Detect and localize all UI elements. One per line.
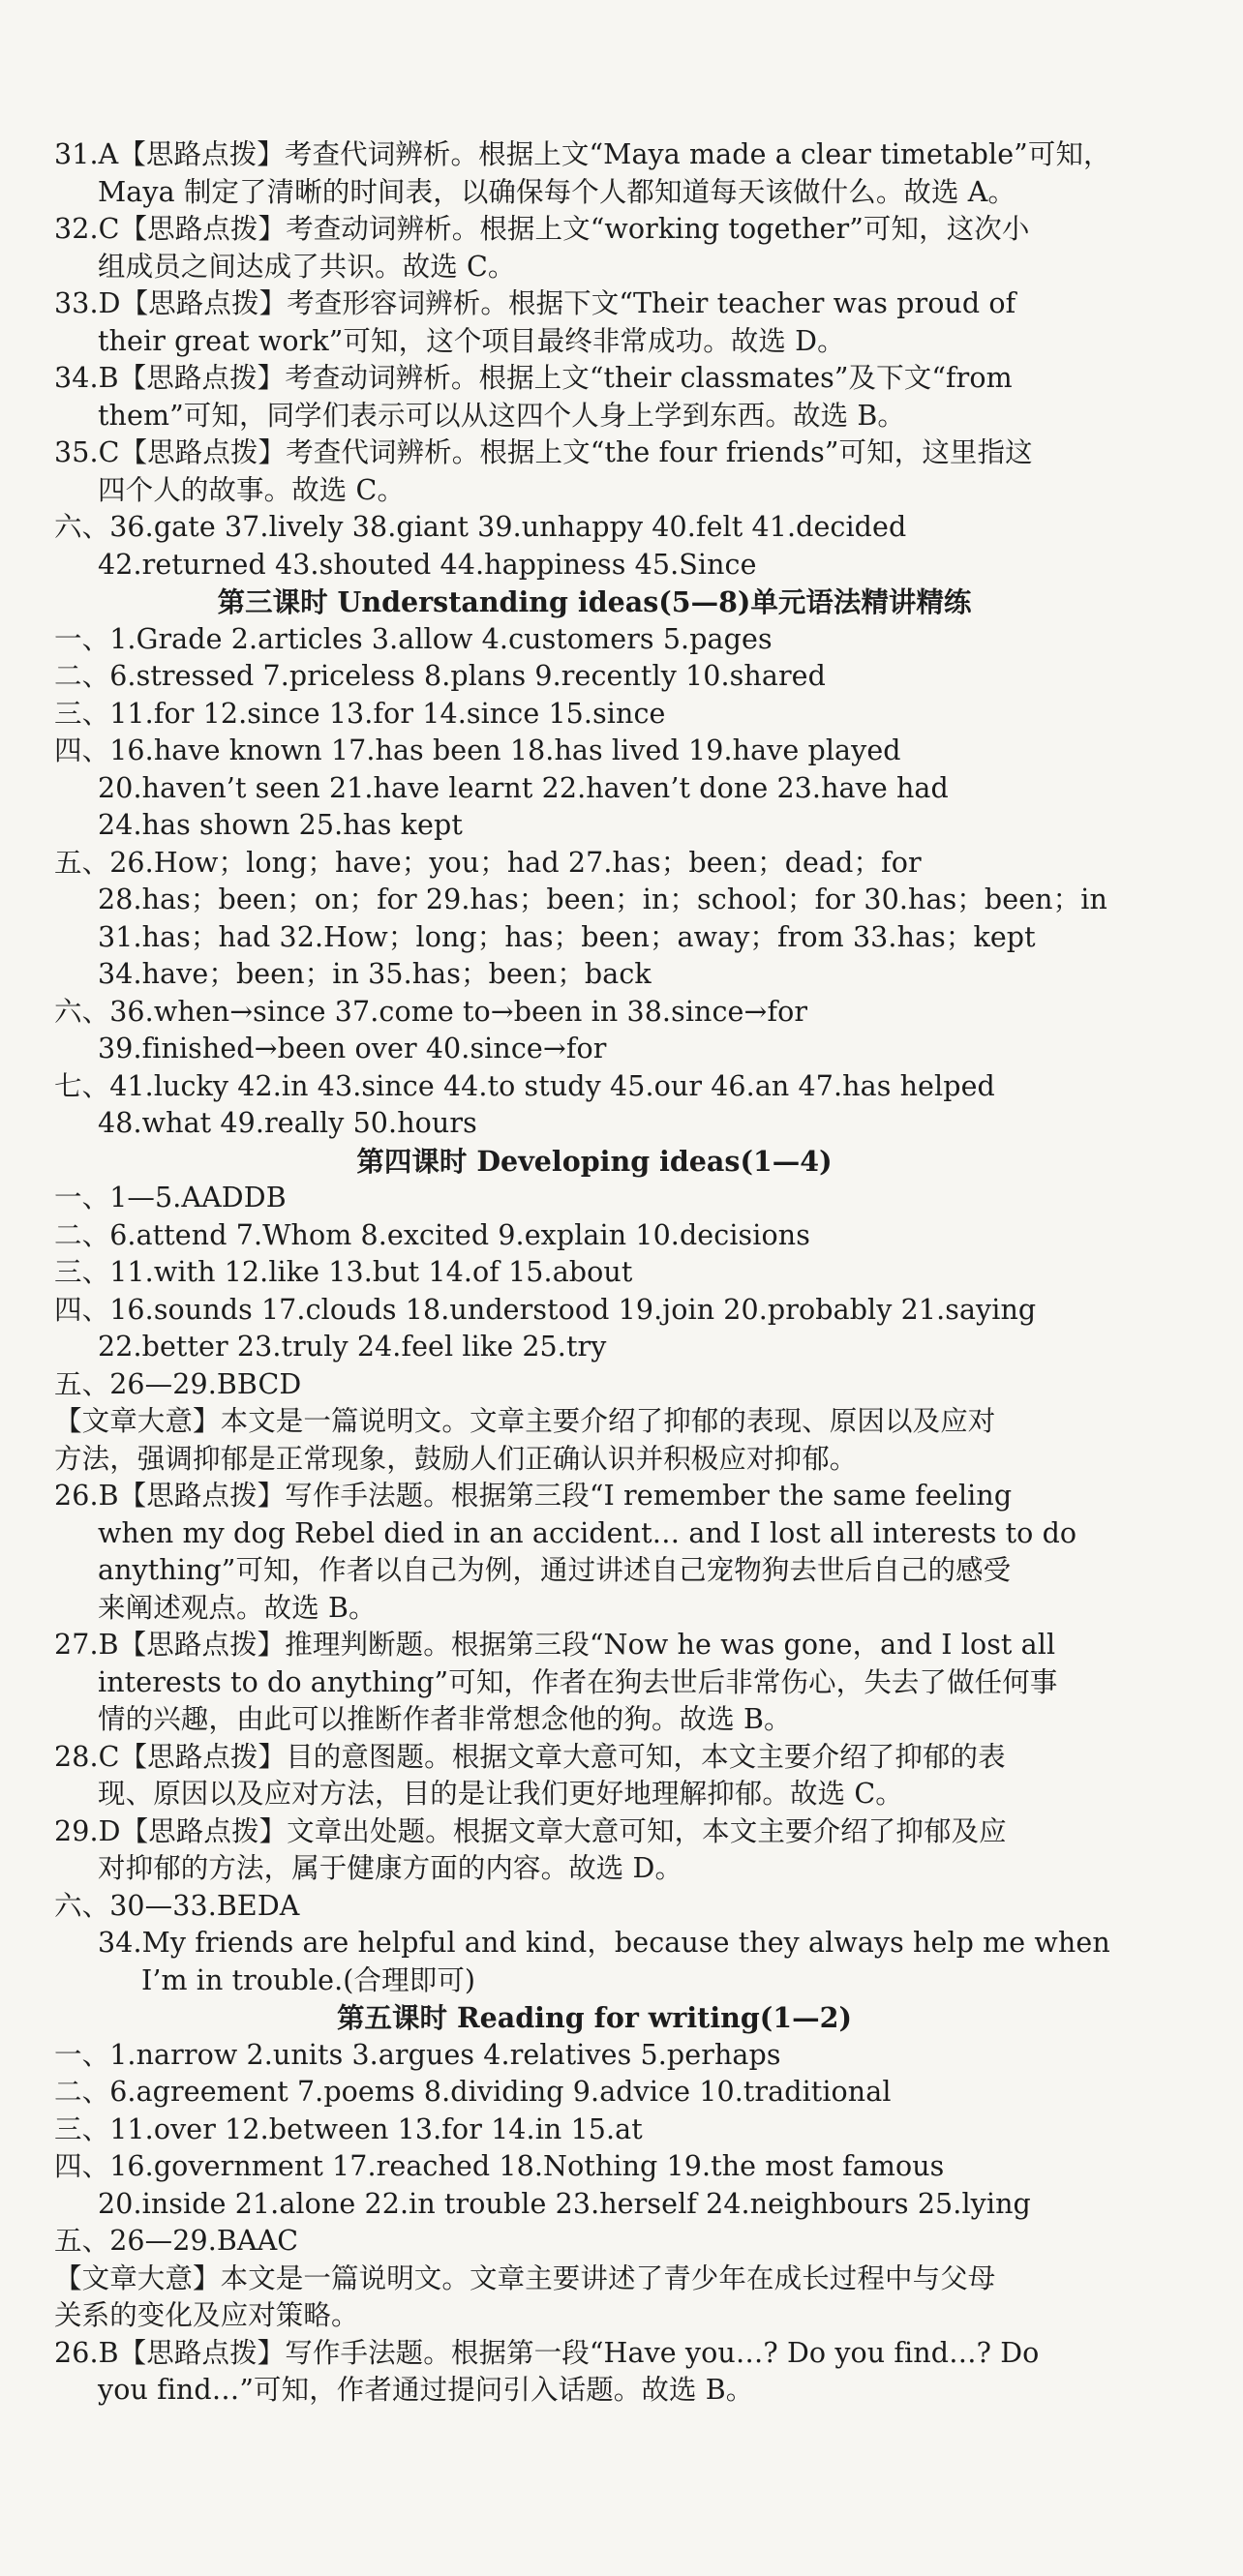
answer-line: when my dog Rebel died in an accident… and I lost all interests to do xyxy=(98,1516,1077,1549)
answer-line: Maya 制定了清晰的时间表，以确保每个人都知道每天该做什么。故选 A。 xyxy=(98,175,1016,208)
answer-line: 来阐述观点。故选 B。 xyxy=(98,1591,377,1624)
answer-line: 三、11.over 12.between 13.for 14.in 15.at xyxy=(54,2112,643,2145)
answer-line: 情的兴趣，由此可以推断作者非常想念他的狗。故选 B。 xyxy=(98,1703,792,1735)
answer-line: 22.better 23.truly 24.feel like 25.try xyxy=(98,1331,607,1363)
answer-line: 31.A【思路点拨】考查代词辨析。根据上文“Maya made a clear timetable”可知， xyxy=(54,138,1111,170)
section-heading: 第五课时 Reading for writing(1—2) xyxy=(337,2001,852,2034)
answer-line: 34.B【思路点拨】考查动词辨析。根据上文“their classmates”及下文“from xyxy=(54,362,1013,394)
answer-line: 三、11.with 12.like 13.but 14.of 15.about xyxy=(54,1256,633,1288)
answer-line: 六、36.gate 37.lively 38.giant 39.unhappy 40.felt 41.decided xyxy=(54,511,907,543)
answer-line: you find…”可知，作者通过提问引入话题。故选 B。 xyxy=(98,2374,754,2406)
answer-line: 42.returned 43.shouted 44.happiness 45.Since xyxy=(98,548,757,581)
answer-line: 现、原因以及应对方法，目的是让我们更好地理解抑郁。故选 C。 xyxy=(98,1778,903,1810)
answer-line: 四个人的故事。故选 C。 xyxy=(98,473,406,506)
answer-line: 三、11.for 12.since 13.for 14.since 15.since xyxy=(54,697,666,730)
answer-line: 四、16.sounds 17.clouds 18.understood 19.join 20.probably 21.saying xyxy=(54,1293,1037,1326)
answer-line: 关系的变化及应对策略。 xyxy=(54,2299,359,2331)
answer-line: 五、26.How；long；have；you；had 27.has；been；dead；for xyxy=(54,846,922,879)
answer-line: 20.inside 21.alone 22.in trouble 23.herself 24.neighbours 25.lying xyxy=(98,2187,1031,2220)
answer-line: 48.what 49.really 50.hours xyxy=(98,1107,477,1139)
answer-line: 六、30—33.BEDA xyxy=(54,1889,300,1922)
answer-line: 34.My friends are helpful and kind，because they always help me when xyxy=(98,1927,1110,1959)
answer-line: 四、16.government 17.reached 18.Nothing 19.the most famous xyxy=(54,2150,945,2182)
answer-line: 39.finished→been over 40.since→for xyxy=(98,1033,607,1064)
answer-line: them”可知，同学们表示可以从这四个人身上学到东西。故选 B。 xyxy=(98,399,905,432)
answer-line: 26.B【思路点拨】写作手法题。根据第一段“Have you…? Do you find…? Do xyxy=(54,2336,1040,2369)
answer-line: 【文章大意】本文是一篇说明文。文章主要讲述了青少年在成长过程中与父母 xyxy=(54,2261,996,2294)
answer-line: 24.has shown 25.has kept xyxy=(98,809,463,841)
answer-line: 组成员之间达成了共识。故选 C。 xyxy=(98,250,516,283)
answer-line: 一、1—5.AADDB xyxy=(54,1182,287,1213)
answer-line: anything”可知，作者以自己为例，通过讲述自己宠物狗去世后自己的感受 xyxy=(98,1554,1012,1586)
answer-line: 29.D【思路点拨】文章出处题。根据文章大意可知，本文主要介绍了抑郁及应 xyxy=(54,1814,1007,1847)
answer-line: 二、6.agreement 7.poems 8.dividing 9.advice 10.traditional xyxy=(54,2076,892,2108)
answer-line: 一、1.Grade 2.articles 3.allow 4.customers 5.pages xyxy=(54,622,773,655)
answer-line: 五、26—29.BBCD xyxy=(54,1367,302,1400)
answer-line: 对抑郁的方法，属于健康方面的内容。故选 D。 xyxy=(98,1852,683,1884)
answer-line: 32.C【思路点拨】考查动词辨析。根据上文“working together”可知，这次小 xyxy=(54,213,1030,245)
answer-line: 五、26—29.BAAC xyxy=(54,2225,299,2257)
answer-line: 20.haven’t seen 21.have learnt 22.haven’t done 23.have had xyxy=(98,771,949,804)
answer-line: 四、16.have known 17.has been 18.has lived 19.have played xyxy=(54,734,901,766)
answer-line: 28.C【思路点拨】目的意图题。根据文章大意可知，本文主要介绍了抑郁的表 xyxy=(54,1740,1006,1773)
answer-line: 27.B【思路点拨】推理判断题。根据第三段“Now he was gone，and I lost all xyxy=(54,1629,1056,1661)
answer-line: 35.C【思路点拨】考查代词辨析。根据上文“the four friends”可知，这里指这 xyxy=(54,436,1033,468)
answer-line: 二、6.stressed 7.priceless 8.plans 9.recently 10.shared xyxy=(54,660,826,692)
section-heading: 第四课时 Developing ideas(1—4) xyxy=(356,1144,833,1178)
answer-line: 七、41.lucky 42.in 43.since 44.to study 45.our 46.an 47.has helped xyxy=(54,1069,995,1102)
section-heading: 第三课时 Understanding ideas(5—8)单元语法精讲精练 xyxy=(217,585,972,618)
answer-line: 方法，强调抑郁是正常现象，鼓励人们正确认识并积极应对抑郁。 xyxy=(54,1442,858,1475)
answer-line: 六、36.when→since 37.come to→been in 38.since→for xyxy=(54,995,808,1028)
answer-line: 26.B【思路点拨】写作手法题。根据第三段“I remember the same feeling xyxy=(54,1480,1013,1512)
answer-line: I’m in trouble.(合理即可) xyxy=(141,1963,476,1996)
answer-line: 31.has；had 32.How；long；has；been；away；from 33.has；kept xyxy=(98,920,1036,953)
answer-line: 一、1.narrow 2.units 3.argues 4.relatives 5.perhaps xyxy=(54,2038,781,2071)
answer-line: 二、6.attend 7.Whom 8.excited 9.explain 10.decisions xyxy=(54,1218,810,1251)
answer-line: 34.have；been；in 35.has；been；back xyxy=(98,958,652,990)
answer-line: 28.has；been；on；for 29.has；been；in；school；for 30.has；been；in xyxy=(98,884,1107,915)
answer-line: their great work”可知，这个项目最终非常成功。故选 D。 xyxy=(98,324,845,357)
answer-line: 【文章大意】本文是一篇说明文。文章主要介绍了抑郁的表现、原因以及应对 xyxy=(54,1405,996,1437)
answer-line: interests to do anything”可知，作者在狗去世后非常伤心，失去了做任何事 xyxy=(98,1665,1058,1698)
answer-line: 33.D【思路点拨】考查形容词辨析。根据下文“Their teacher was proud of xyxy=(54,287,1016,319)
